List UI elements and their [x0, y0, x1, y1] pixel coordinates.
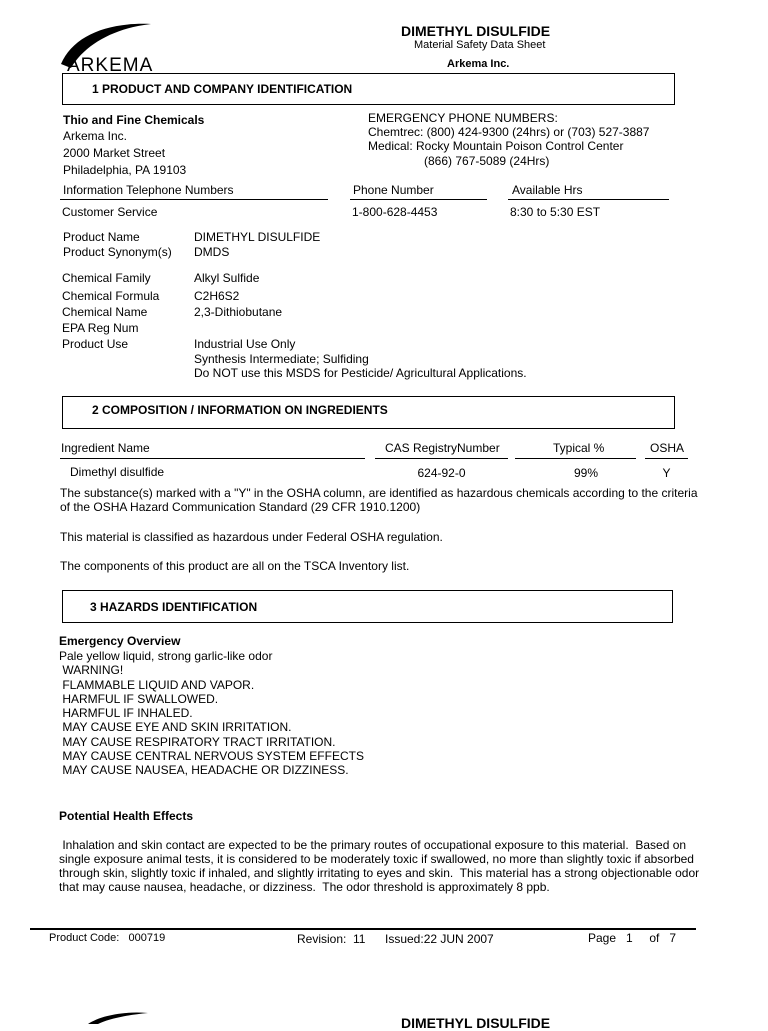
emergency-overview-list — [59, 649, 364, 778]
overview-line: WARNING! — [59, 663, 124, 678]
hours-col-header: Available Hrs — [512, 183, 583, 197]
product-synonym-label: Product Synonym(s) — [63, 245, 172, 259]
overview-line: HARMFUL IF SWALLOWED. — [59, 691, 219, 706]
typical-col-header: Typical % — [553, 441, 605, 455]
footer-revision: Revision: 11 — [297, 932, 366, 946]
footer-issued: Issued:22 JUN 2007 — [385, 932, 494, 946]
chemical-family-label: Chemical Family — [62, 271, 151, 285]
company-header: Arkema Inc. — [447, 58, 510, 70]
phone-col-underline — [350, 199, 487, 200]
overview-line: HARMFUL IF INHALED. — [59, 706, 193, 721]
ingredient-typical: 99% — [573, 466, 599, 480]
ingredient-col-header: Ingredient Name — [61, 441, 150, 455]
arkema-logo-next-page — [82, 1012, 172, 1024]
company-street: 2000 Market Street — [63, 146, 166, 160]
customer-service-label: Customer Service — [62, 205, 158, 219]
overview-line: MAY CAUSE CENTRAL NERVOUS SYSTEM EFFECTS — [59, 749, 364, 764]
section2-heading: 2 COMPOSITION / INFORMATION ON INGREDIENTS — [92, 403, 388, 417]
hazard-classification: This material is classified as hazardous under Federal OSHA regulation. — [60, 530, 443, 544]
tsca-statement: The components of this product are all on the TSCA Inventory list. — [60, 559, 410, 573]
osha-note: The substance(s) marked with a "Y" in the OSHA column, are identified as hazardous chemicals according to the criteria of the OSHA Hazard Communication Standard (29 CFR 1910.1200) — [60, 486, 698, 514]
health-effects-title: Potential Health Effects — [59, 809, 194, 823]
document-title: DIMETHYL DISULFIDE — [401, 23, 551, 39]
arkema-logo-text: ARKEMA — [67, 55, 154, 74]
info-col-underline — [60, 199, 328, 200]
info-col-header: Information Telephone Numbers — [63, 183, 234, 197]
overview-line: MAY CAUSE RESPIRATORY TRACT IRRITATION. — [59, 734, 336, 749]
company-division: Thio and Fine Chemicals — [63, 113, 205, 127]
next-page-title: DIMETHYL DISULFIDE — [401, 1015, 551, 1031]
company-city: Philadelphia, PA 19103 — [63, 163, 187, 177]
product-use-line2: Synthesis Intermediate; Sulfiding — [194, 352, 369, 366]
epa-reg-label: EPA Reg Num — [62, 321, 139, 335]
document-subtitle: Material Safety Data Sheet — [414, 39, 546, 51]
product-use-label: Product Use — [62, 337, 129, 351]
phone-col-header: Phone Number — [353, 183, 434, 197]
product-use-line1: Industrial Use Only — [194, 337, 296, 351]
typical-col-underline — [515, 458, 636, 459]
ingredient-cas: 624-92-0 — [417, 466, 466, 480]
chemical-family-value: Alkyl Sulfide — [194, 271, 260, 285]
chemical-formula-value: C2H6S2 — [194, 289, 240, 303]
product-name-label: Product Name — [63, 230, 140, 244]
emergency-title: EMERGENCY PHONE NUMBERS: — [368, 111, 558, 125]
overview-line: FLAMMABLE LIQUID AND VAPOR. — [59, 677, 255, 692]
customer-service-hours: 8:30 to 5:30 EST — [510, 205, 601, 219]
product-name-value: DIMETHYL DISULFIDE — [194, 230, 321, 244]
osha-col-underline — [645, 458, 688, 459]
chemical-name-label: Chemical Name — [62, 305, 148, 319]
overview-line: MAY CAUSE EYE AND SKIN IRRITATION. — [59, 720, 292, 735]
chemical-name-value: 2,3-Dithiobutane — [194, 305, 283, 319]
emergency-overview-title: Emergency Overview — [59, 634, 181, 648]
emergency-medical-phone: (866) 767-5089 (24Hrs) — [424, 154, 550, 168]
footer-page: Page 1 of 7 — [588, 931, 677, 945]
section3-heading: 3 HAZARDS IDENTIFICATION — [90, 600, 258, 614]
customer-service-phone: 1-800-628-4453 — [352, 205, 438, 219]
product-use-line3: Do NOT use this MSDS for Pesticide/ Agricultural Applications. — [194, 366, 527, 380]
footer-rule — [30, 928, 696, 930]
arkema-logo — [55, 18, 205, 74]
company-name: Arkema Inc. — [63, 129, 128, 143]
chemical-formula-label: Chemical Formula — [62, 289, 160, 303]
health-effects-text: Inhalation and skin contact are expected to be the primary routes of occupational exposure to this material. Based on single exposure animal tests, it is considered to be moderately toxic if swallowed, no more than slightly toxic if absorbed through skin, slightly toxic if inhaled, and slightly irritating to eyes and skin. This material has a strong objectionable odor that may cause nausea, headache, or dizziness. The odor threshold is approximately 8 ppb. — [59, 838, 703, 894]
osha-col-header: OSHA — [650, 441, 685, 455]
cas-col-underline — [375, 458, 508, 459]
ingredient-osha: Y — [662, 466, 671, 480]
ingredient-name: Dimethyl disulfide — [70, 465, 165, 479]
footer-product-code: Product Code: 000719 — [49, 932, 166, 944]
cas-col-header: CAS RegistryNumber — [385, 441, 500, 455]
overview-line: MAY CAUSE NAUSEA, HEADACHE OR DIZZINESS. — [59, 763, 349, 778]
overview-line: Pale yellow liquid, strong garlic-like odor — [59, 649, 273, 663]
hours-col-underline — [508, 199, 669, 200]
ingredient-col-underline — [60, 458, 365, 459]
emergency-medical: Medical: Rocky Mountain Poison Control Center — [368, 139, 624, 153]
emergency-chemtrec: Chemtrec: (800) 424-9300 (24hrs) or (703) 527-3887 — [368, 125, 650, 139]
product-synonym-value: DMDS — [194, 245, 230, 259]
section1-heading: 1 PRODUCT AND COMPANY IDENTIFICATION — [92, 82, 353, 96]
